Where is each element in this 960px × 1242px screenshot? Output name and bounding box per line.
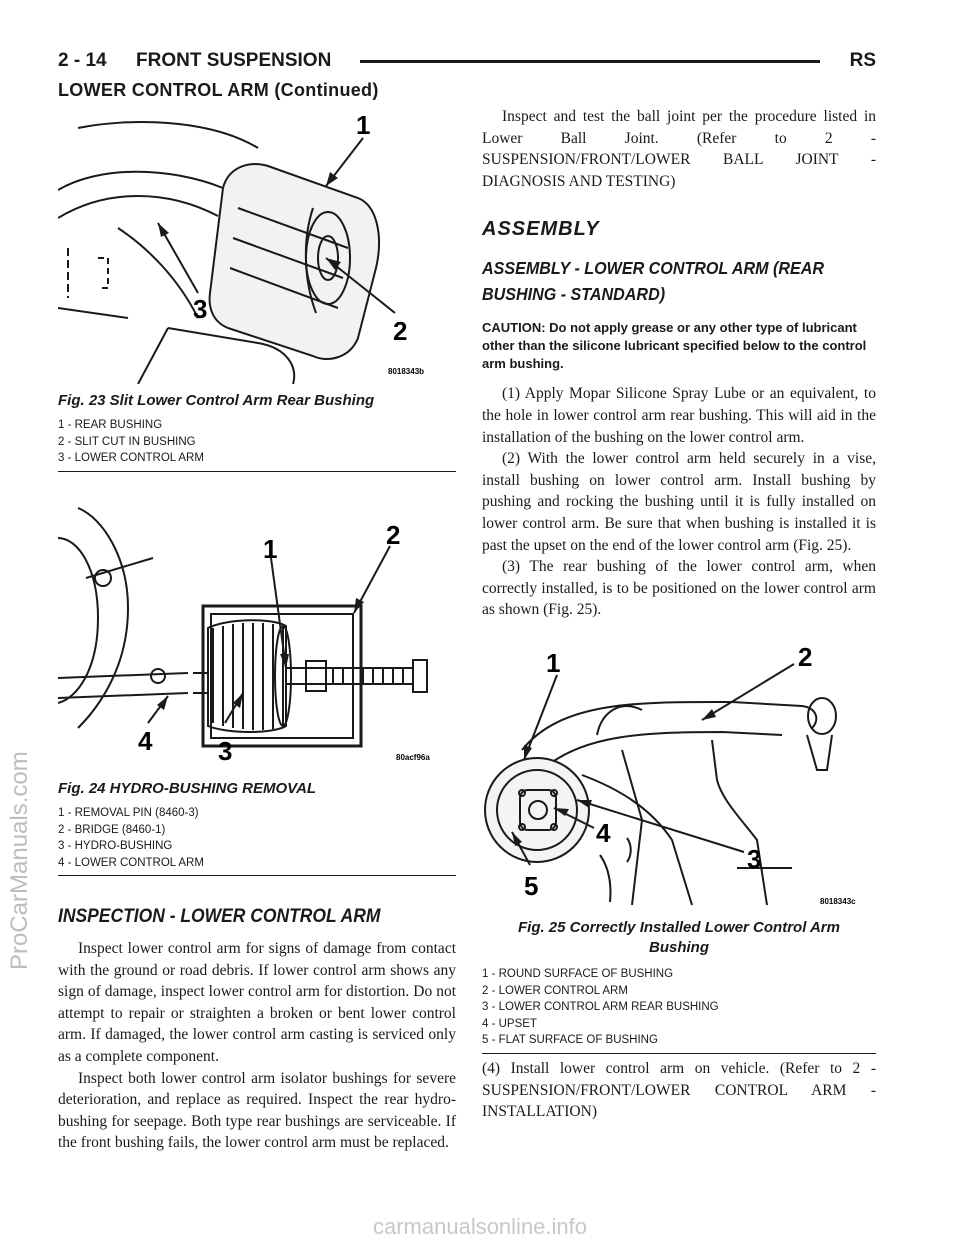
fig23-image-code: 8018343b bbox=[388, 367, 425, 376]
svg-text:5: 5 bbox=[524, 871, 539, 901]
svg-text:3: 3 bbox=[193, 294, 208, 324]
figure-25 bbox=[482, 640, 876, 1054]
step-3: (3) The rear bushing of the lower control arm, when correctly installed, is to be positioned on the lower control arm as shown (Fig. 25). bbox=[482, 558, 876, 619]
paragraph: Inspect and test the ball joint per the procedure listed in Lower Ball Joint. (Refer to 2 - SUSPENSION/FRONT/LOWER BALL JOINT - DIAGNOSIS AND TESTING) bbox=[482, 108, 876, 190]
legend-item: 2 - SLIT CUT IN BUSHING bbox=[58, 435, 196, 448]
page-header bbox=[58, 48, 876, 78]
legend-item: 3 - LOWER CONTROL ARM bbox=[58, 452, 204, 464]
legend-item: 1 - ROUND SURFACE OF BUSHING bbox=[482, 968, 674, 980]
fig25-legend bbox=[482, 966, 876, 1049]
fig24-rule bbox=[58, 875, 456, 876]
legend-item: 4 - UPSET bbox=[482, 1017, 537, 1030]
section-title: FRONT SUSPENSION bbox=[136, 50, 332, 71]
footer-watermark: carmanualsonline.info bbox=[372, 1214, 588, 1239]
caption-line: Bushing bbox=[649, 939, 709, 956]
inspection-section bbox=[58, 904, 456, 1154]
fig25-callout-2 bbox=[702, 642, 812, 720]
svg-text:2: 2 bbox=[386, 520, 401, 550]
legend-item: 3 - HYDRO-BUSHING bbox=[58, 840, 173, 852]
svg-text:3: 3 bbox=[218, 736, 233, 766]
ball-joint-note bbox=[482, 106, 876, 192]
inspection-body bbox=[58, 938, 456, 1154]
right-column bbox=[482, 106, 876, 621]
fig23-caption: Fig. 23 Slit Lower Control Arm Rear Bushing bbox=[58, 392, 375, 409]
paragraph: Inspect both lower control arm isolator bushings for severe deterioration, and replace as required. Inspect the rear hydro-bushing for seepage. Both type rear bushings are serviceable. If the front bushing fails, the lower control arm must be replaced. bbox=[58, 1069, 456, 1152]
fig25-illustration bbox=[482, 640, 876, 910]
fig23-rule bbox=[58, 471, 456, 472]
svg-text:4: 4 bbox=[596, 818, 611, 848]
inspection-heading: INSPECTION - LOWER CONTROL ARM bbox=[58, 906, 381, 927]
fig24-callout-2 bbox=[354, 520, 400, 613]
svg-text:1: 1 bbox=[356, 110, 371, 140]
svg-text:1: 1 bbox=[546, 648, 561, 678]
page-number: 2 - 14 bbox=[58, 50, 107, 71]
svg-text:2: 2 bbox=[798, 642, 813, 672]
continued-heading: LOWER CONTROL ARM (Continued) bbox=[58, 80, 379, 100]
step-4-block bbox=[482, 1058, 876, 1123]
subheading-line: BUSHING - STANDARD) bbox=[482, 284, 666, 305]
fig23-illustration bbox=[58, 108, 456, 384]
legend-item: 2 - BRIDGE (8460-1) bbox=[58, 823, 166, 836]
subheading-line: ASSEMBLY - LOWER CONTROL ARM (REAR bbox=[482, 258, 824, 279]
step-4: (4) Install lower control arm on vehicle. (Refer to 2 - SUSPENSION/FRONT/LOWER CONTROL ARM - INSTALLATION) bbox=[482, 1060, 876, 1121]
fig24-callout-4 bbox=[138, 696, 168, 756]
fig24-image-code: 80acf96a bbox=[396, 753, 430, 762]
legend-item: 1 - REMOVAL PIN (8460-3) bbox=[58, 807, 199, 819]
legend-item: 3 - LOWER CONTROL ARM REAR BUSHING bbox=[482, 1001, 719, 1013]
caption-line: Fig. 25 Correctly Installed Lower Control Arm bbox=[517, 919, 840, 936]
section-code: RS bbox=[849, 50, 876, 71]
figure-23 bbox=[58, 108, 456, 472]
assembly-heading: ASSEMBLY bbox=[482, 218, 600, 241]
fig25-image-code: 8018343c bbox=[820, 897, 856, 906]
legend-item: 4 - LOWER CONTROL ARM bbox=[58, 856, 204, 869]
assembly-steps bbox=[482, 383, 876, 621]
fig25-callout-1 bbox=[524, 648, 560, 760]
fig25-caption bbox=[482, 918, 876, 958]
fig23-callout-1 bbox=[326, 110, 370, 186]
step-1: (1) Apply Mopar Silicone Spray Lube or an equivalent, to the hole in lower control arm rear bushing. This will aid in the installation of the bushing on the lower control arm. bbox=[482, 385, 876, 446]
fig24-legend bbox=[58, 805, 456, 871]
legend-item: 5 - FLAT SURFACE OF BUSHING bbox=[482, 1034, 658, 1046]
legend-item: 1 - REAR BUSHING bbox=[58, 419, 163, 431]
fig25-rule bbox=[482, 1053, 876, 1054]
caution-note: CAUTION: Do not apply grease or any other type of lubricant other than the silicone lubricant specified below to the control arm bushing. bbox=[482, 320, 867, 372]
figure-24 bbox=[58, 498, 456, 876]
svg-text:2: 2 bbox=[393, 316, 408, 346]
legend-item: 2 - LOWER CONTROL ARM bbox=[482, 984, 628, 997]
watermark-side: ProCarManuals.com bbox=[6, 751, 33, 970]
svg-text:4: 4 bbox=[138, 726, 153, 756]
fig24-caption: Fig. 24 HYDRO-BUSHING REMOVAL bbox=[58, 780, 317, 797]
fig23-legend bbox=[58, 417, 456, 467]
header-rule bbox=[360, 60, 820, 63]
assembly-subheading bbox=[482, 255, 876, 307]
fig23-callout-3 bbox=[158, 223, 207, 324]
fig24-illustration bbox=[58, 498, 456, 772]
svg-text:3: 3 bbox=[747, 844, 762, 874]
step-2: (2) With the lower control arm held securely in a vise, install bushing on lower control arm. Install bushing by pushing and rocking the bushing until it is fully installed on lower control arm. Be sure that when bushing is installed it is past the upset on the end of the lower control arm (Fig. 25). bbox=[482, 450, 876, 554]
svg-text:1: 1 bbox=[263, 534, 278, 564]
paragraph: Inspect lower control arm for signs of damage from contact with the ground or road debris. If lower control arm shows any sign of damage, inspect lower control arm for distortion. Do not attempt to repair or straighten a broken or bent lower control arm. If damaged, the lower control arm casting is serviced only as a complete component. bbox=[58, 940, 456, 1065]
